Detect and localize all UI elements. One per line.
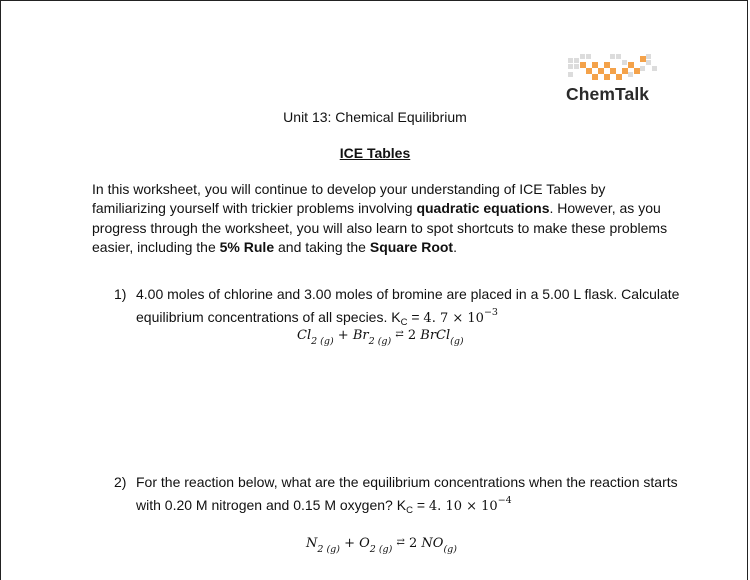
equilibrium-arrow-icon: ⇄ xyxy=(396,537,405,548)
kc-equals: = xyxy=(412,497,429,513)
intro-text: . However, as you progress through the worksheet, you will also learn to spot shortcuts to make these problems easier, including the xyxy=(92,200,668,255)
intro-text: . xyxy=(453,238,457,255)
reactant: N xyxy=(306,536,318,551)
kc-equals: = xyxy=(407,309,424,325)
intro-bold: Square Root xyxy=(369,238,454,255)
kc-value: 4. 10 × 10 xyxy=(428,499,498,514)
reactant-state: 2 (g) xyxy=(311,336,334,347)
kc-value: 4. 7 × 10 xyxy=(423,311,484,326)
kc-subscript: C xyxy=(400,317,408,328)
kc-exponent: −4 xyxy=(497,495,512,506)
product-state: (g) xyxy=(450,336,464,347)
reactant: O xyxy=(359,536,370,551)
section-heading: ICE Tables xyxy=(339,145,411,161)
chemical-equation xyxy=(297,328,464,347)
kc-exponent: −3 xyxy=(483,307,498,318)
reactant: Br xyxy=(352,328,369,343)
intro-bold: 5% Rule xyxy=(219,238,275,255)
question-text: equilibrium concentrations of all species. K xyxy=(136,309,401,325)
coefficient: 2 xyxy=(404,536,422,551)
page-title: Unit 13: Chemical Equilibrium xyxy=(283,109,467,125)
question-text xyxy=(136,309,498,326)
product-state: (g) xyxy=(443,544,457,555)
reactant-state: 2 (g) xyxy=(368,336,392,347)
intro-bold: quadratic equations xyxy=(416,200,550,217)
question-text: with 0.20 M nitrogen and 0.15 M oxygen? K xyxy=(136,497,407,513)
intro-paragraph xyxy=(92,180,672,257)
intro-text: In this worksheet, you will continue to develop your understanding of ICE Tables by familiarizing yourself with trickier problems involving xyxy=(92,181,606,217)
plus-sign: + xyxy=(339,536,360,551)
reactant-state: 2 (g) xyxy=(369,544,393,555)
question-number: 2) xyxy=(114,474,127,490)
chemical-equation xyxy=(306,536,457,555)
coefficient: 2 xyxy=(403,328,421,343)
question-text xyxy=(136,497,512,514)
product: NO xyxy=(421,536,444,551)
logo-text: ChemTalk xyxy=(566,84,650,104)
intro-text: and taking the xyxy=(274,238,370,255)
reactant-state: 2 (g) xyxy=(317,544,340,555)
question-text: 4.00 moles of chlorine and 3.00 moles of bromine are placed in a 5.00 L flask. Calculate xyxy=(136,286,680,302)
product: BrCl xyxy=(420,328,451,343)
reactant: Cl xyxy=(297,328,312,343)
question-text: For the reaction below, what are the equilibrium concentrations when the reaction starts xyxy=(136,474,678,490)
plus-sign: + xyxy=(333,328,353,343)
kc-subscript: C xyxy=(406,505,413,516)
question-number: 1) xyxy=(114,286,127,302)
equilibrium-arrow-icon: ⇄ xyxy=(395,329,404,340)
